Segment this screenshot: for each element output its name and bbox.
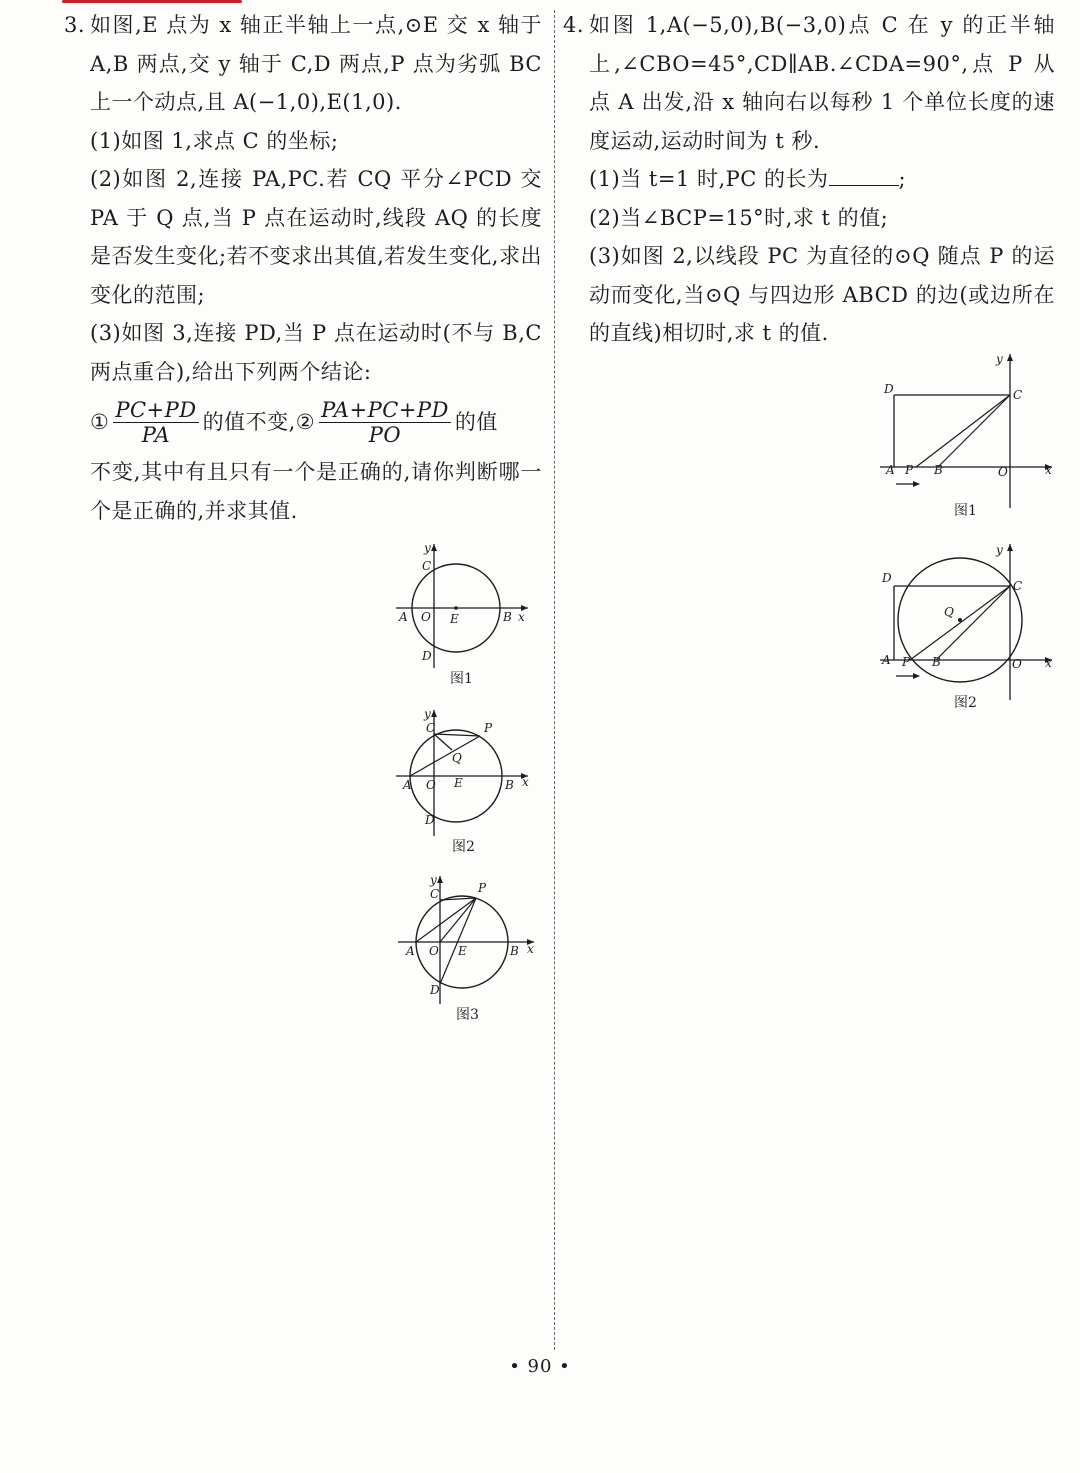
label-d: D (882, 571, 892, 585)
conclusion-1-denominator: PA (141, 422, 171, 447)
center-e-dot (454, 606, 458, 610)
segment-cq (434, 734, 452, 750)
label-b: B (505, 778, 514, 792)
q4-number: 4. (563, 13, 585, 37)
y-axis-arrow-icon (431, 710, 437, 717)
label-p: P (905, 463, 914, 477)
figure-caption: 图3 (456, 1007, 479, 1023)
question-4 (563, 6, 1055, 353)
q3-part2: (2)如图 2,连接 PA,PC.若 CQ 平分∠PCD 交 PA 于 Q 点,当 P 点在运动时,线段 AQ 的长度是否发生变化;若不变求出其值,若发生变化,求出变化的范围; (90, 167, 542, 307)
label-x: x (527, 942, 534, 956)
label-a: A (886, 463, 895, 477)
figure-caption: 图2 (954, 695, 977, 711)
page-number: • 90 • (509, 1356, 571, 1377)
label-a: A (403, 778, 412, 792)
figure-caption: 图1 (954, 503, 977, 519)
q3-part1: (1)如图 1,求点 C 的坐标; (90, 128, 339, 153)
label-b: B (503, 610, 512, 624)
column-divider (554, 10, 555, 1350)
y-axis-arrow-icon (1007, 544, 1013, 551)
label-q: Q (452, 751, 462, 765)
q4-part1-end: ; (898, 167, 907, 191)
label-o: O (1012, 657, 1022, 671)
q3-figure-2 (394, 708, 534, 858)
label-d: D (425, 813, 435, 827)
conclusion-1-mark: ① (90, 409, 110, 434)
label-o: O (998, 465, 1008, 479)
label-o: O (429, 944, 439, 958)
motion-arrowhead-icon (913, 673, 920, 679)
q3-figure-1 (394, 540, 534, 690)
q4-part3: (3)如图 2,以线段 PC 为直径的⊙Q 随点 P 的运动而变化,当⊙Q 与四边形 ABCD 的边(或边所在的直线)相切时,求 t 的值. (589, 244, 1055, 345)
figure-caption: 图1 (450, 671, 473, 687)
figure-caption: 图2 (452, 839, 475, 855)
label-q: Q (944, 605, 954, 619)
label-o: O (426, 778, 436, 792)
label-y: y (996, 543, 1003, 557)
q4-figure-2 (876, 540, 1061, 720)
conclusion-2-denominator: PO (368, 422, 402, 447)
label-x: x (1045, 656, 1052, 670)
label-d: D (884, 382, 894, 396)
y-axis-arrow-icon (1007, 354, 1013, 361)
q3-part3-end: 不变,其中有且只有一个是正确的,请你判断哪一个是正确的,并求其值. (90, 460, 542, 523)
conclusion-2-mark: ② (295, 409, 316, 434)
conclusion-1-tail: 的值不变, (202, 409, 296, 434)
conclusion-2-tail: 的值 (454, 409, 498, 434)
q3-conclusions (64, 391, 542, 453)
y-axis-arrow-icon (437, 876, 443, 883)
motion-arrowhead-icon (913, 481, 920, 487)
segment-pa (410, 736, 480, 776)
question-3 (64, 6, 542, 530)
y-axis-arrow-icon (431, 544, 437, 551)
q4-figure-1 (876, 350, 1061, 525)
q4-part1 (563, 160, 1055, 199)
q4-part1-text: (1)当 t=1 时,PC 的长为 (589, 167, 829, 191)
q3-figure-3 (394, 874, 544, 1029)
label-p: P (478, 881, 487, 895)
label-c: C (1013, 388, 1023, 402)
label-x: x (518, 610, 525, 624)
conclusion-1-numerator: PC+PD (115, 397, 197, 422)
label-e: E (454, 776, 463, 790)
label-y: y (424, 707, 431, 721)
conclusion-2-fraction (319, 398, 451, 447)
label-e: E (450, 612, 459, 626)
label-x: x (1045, 463, 1052, 477)
label-y: y (996, 352, 1003, 366)
label-a: A (882, 653, 891, 667)
label-c: C (1013, 579, 1023, 593)
q3-number: 3. (64, 13, 86, 37)
q4-stem: 如图 1,A(−5,0),B(−3,0)点 C 在 y 的正半轴上,∠CBO=45°,CD∥AB.∠CDA=90°,点 P 从点 A 出发,沿 x 轴向右以每秒 1 个单位长度的速度运动,运动时间为 t 秒. (589, 13, 1055, 153)
label-p: P (902, 655, 911, 669)
label-b: B (510, 944, 519, 958)
segment-bc (938, 395, 1010, 467)
segment-bc (936, 586, 1010, 660)
q3-part3: (3)如图 3,连接 PD,当 P 点在运动时(不与 B,C 两点重合),给出下列两个结论: (90, 321, 542, 384)
label-o: O (421, 610, 431, 624)
label-y: y (424, 541, 431, 555)
label-a: A (406, 944, 415, 958)
center-q-dot (958, 618, 962, 622)
label-c: C (422, 559, 432, 573)
label-b: B (934, 463, 943, 477)
label-d: D (422, 649, 432, 663)
q4-part2: (2)当∠BCP=15°时,求 t 的值; (589, 205, 889, 230)
label-a: A (399, 610, 408, 624)
label-p: P (484, 721, 493, 735)
segment-pc (434, 734, 480, 736)
answer-blank (829, 165, 899, 186)
conclusion-2-numerator: PA+PC+PD (321, 397, 449, 422)
label-c: C (430, 887, 440, 901)
segment-pc-diameter (910, 586, 1010, 660)
top-red-bar (62, 0, 242, 3)
label-d: D (430, 983, 440, 997)
conclusion-1-fraction (113, 398, 198, 447)
label-y: y (430, 873, 437, 887)
label-c: C (426, 721, 436, 735)
label-b: B (932, 655, 941, 669)
q3-stem: 如图,E 点为 x 轴正半轴上一点,⊙E 交 x 轴于 A,B 两点,交 y 轴于 C,D 两点,P 点为劣弧 BC 上一个动点,且 A(−1,0),E(1,0). (90, 13, 542, 114)
segment-pc (916, 395, 1010, 467)
label-x: x (522, 775, 529, 789)
label-e: E (458, 944, 467, 958)
